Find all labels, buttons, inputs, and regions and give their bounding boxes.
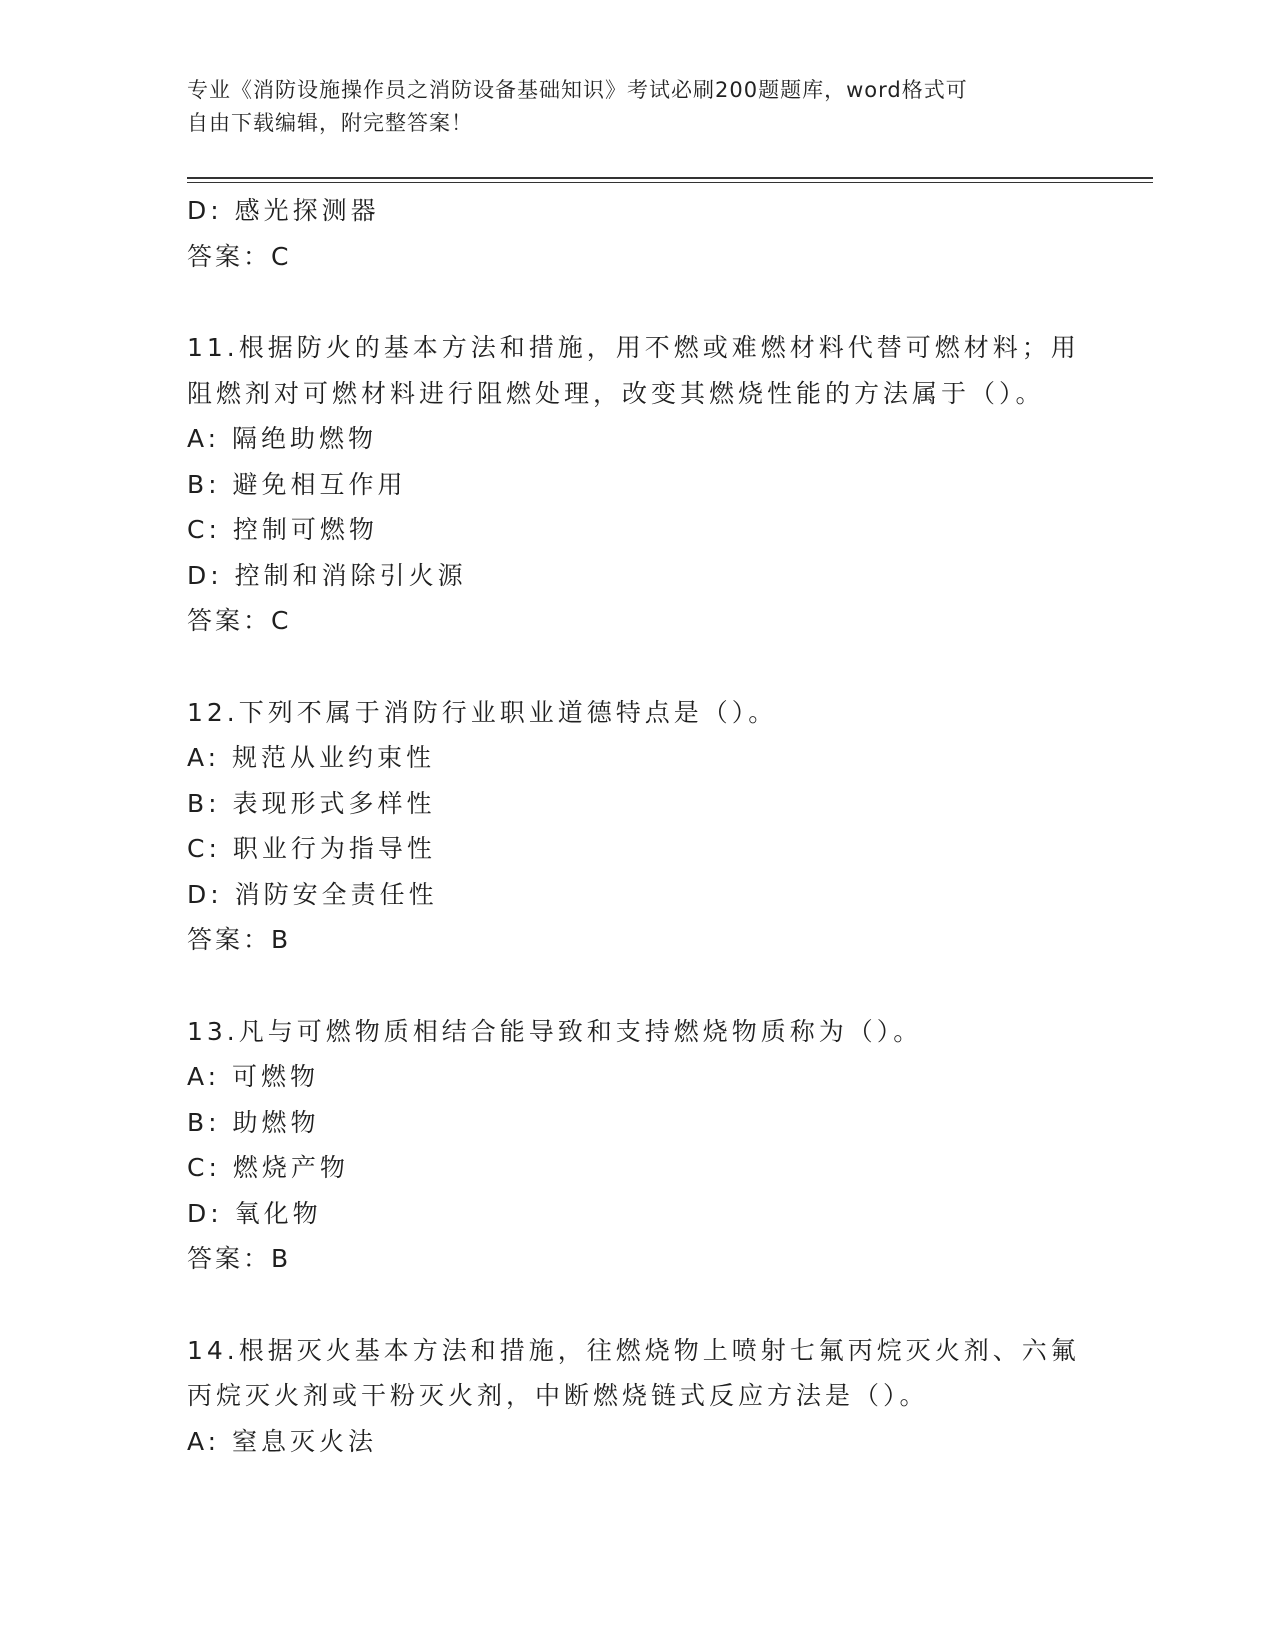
question-text: 14.根据灭火基本方法和措施，往燃烧物上喷射七氟丙烷灭火剂、六氟 xyxy=(187,1335,1080,1365)
answer: 答案：C xyxy=(187,241,292,271)
answer: 答案：B xyxy=(187,1244,292,1273)
option-a: A: 可燃物 xyxy=(187,1062,320,1091)
question-text: 丙烷灭火剂或干粉灭火剂，中断燃烧链式反应方法是（）。 xyxy=(187,1381,929,1410)
spacer xyxy=(187,279,1087,325)
question-text: 阻燃剂对可燃材料进行阻燃处理，改变其燃烧性能的方法属于（）。 xyxy=(187,378,1045,408)
question-14 xyxy=(187,1328,1087,1465)
header-line-2: 自由下载编辑，附完整答案！ xyxy=(187,111,473,135)
option-b: B: 表现形式多样性 xyxy=(187,788,436,818)
option-b: B: 助燃物 xyxy=(187,1107,320,1137)
option-a: A: 规范从业约束性 xyxy=(187,743,436,772)
option-c: C: 燃烧产物 xyxy=(187,1153,349,1182)
option-a: A: 隔绝助燃物 xyxy=(187,424,378,453)
spacer xyxy=(187,1282,1087,1328)
option-c: C: 控制可燃物 xyxy=(187,515,378,544)
question-12 xyxy=(187,690,1087,963)
option-d: D: 消防安全责任性 xyxy=(187,879,438,909)
spacer xyxy=(187,963,1087,1009)
option-a: A: 窒息灭火法 xyxy=(187,1426,378,1456)
header-rule-thick xyxy=(187,177,1153,179)
answer: 答案：C xyxy=(187,606,292,635)
option-d: D: 控制和消除引火源 xyxy=(187,560,467,590)
answer: 答案：B xyxy=(187,925,292,954)
document-header xyxy=(187,74,1067,140)
header-rule-thin xyxy=(187,182,1153,183)
question-text: 11.根据防火的基本方法和措施，用不燃或难燃材料代替可燃材料；用 xyxy=(187,333,1080,362)
question-text: 13.凡与可燃物质相结合能导致和支持燃烧物质称为（）。 xyxy=(187,1016,923,1046)
question-13 xyxy=(187,1009,1087,1282)
spacer xyxy=(187,644,1087,690)
option-b: B: 避免相互作用 xyxy=(187,469,407,499)
option-d: D: 氧化物 xyxy=(187,1198,322,1228)
option-c: C: 职业行为指导性 xyxy=(187,834,436,863)
question-11 xyxy=(187,325,1087,644)
header-line-1: 专业《消防设施操作员之消防设备基础知识》考试必刷200题题库，word格式可 xyxy=(187,78,968,102)
question-list xyxy=(187,188,1087,1464)
option-d: D: 感光探测器 xyxy=(187,196,380,225)
question-text: 12.下列不属于消防行业职业道德特点是（）。 xyxy=(187,697,778,727)
